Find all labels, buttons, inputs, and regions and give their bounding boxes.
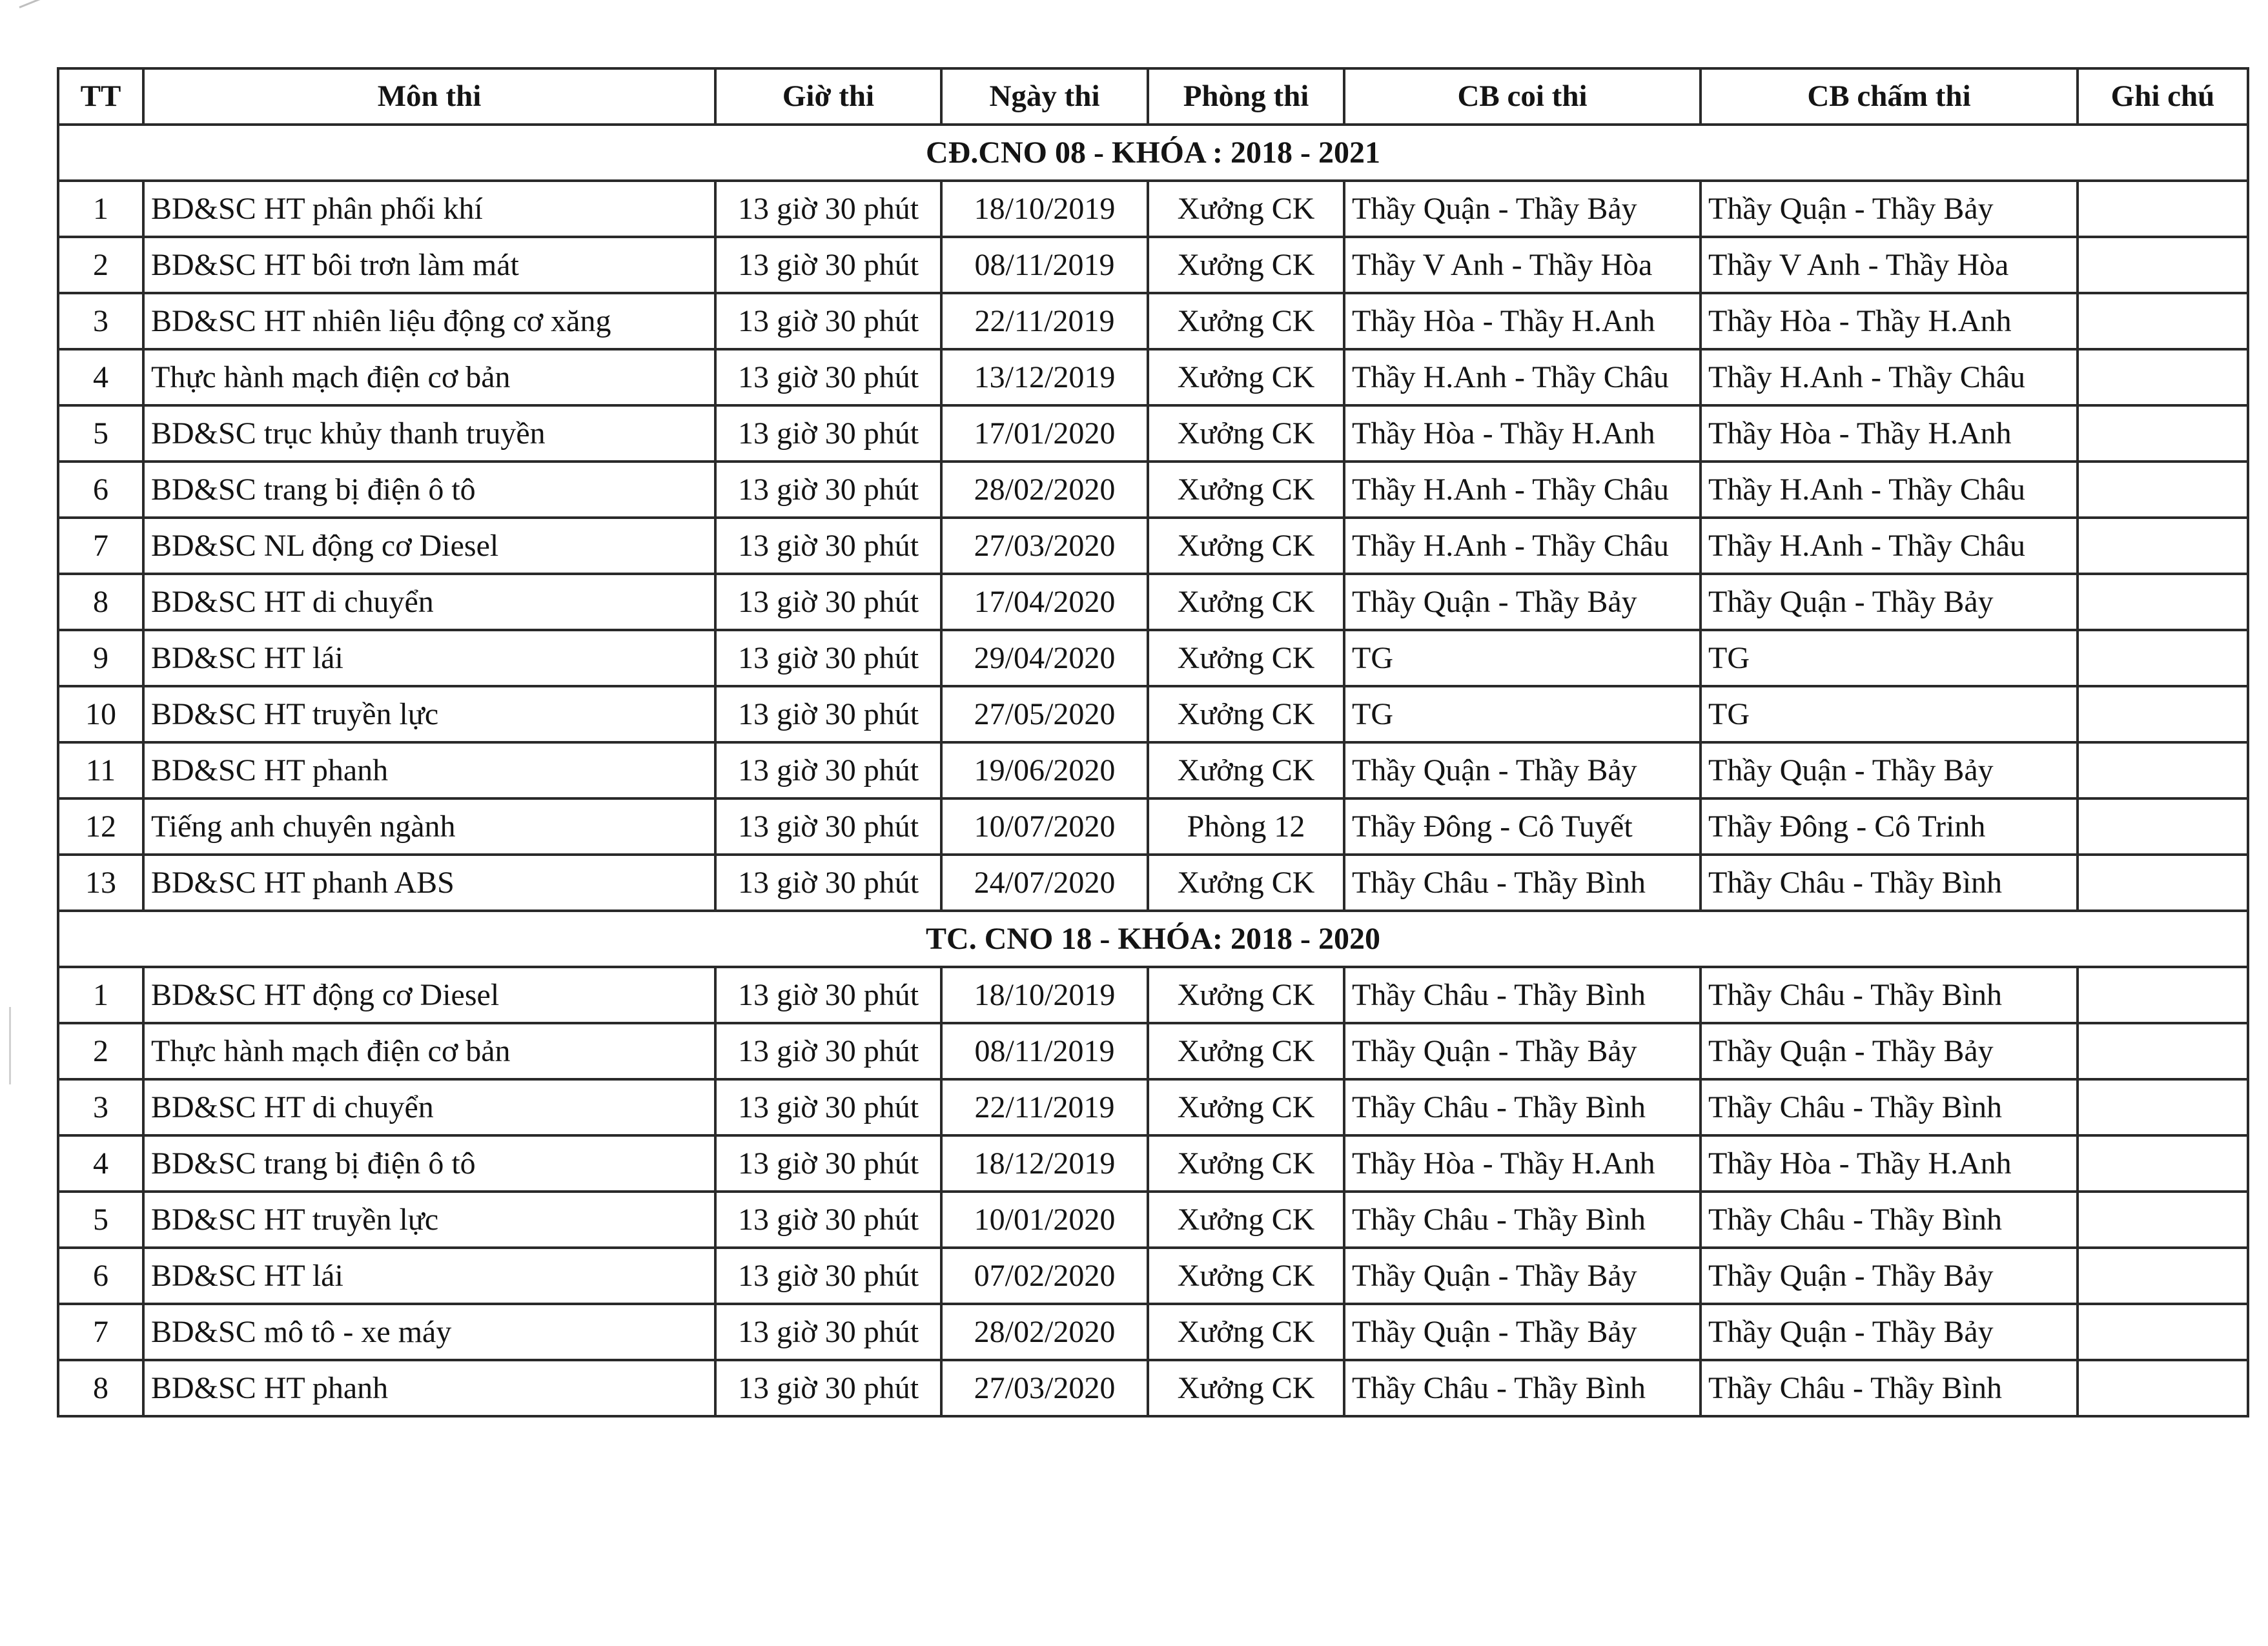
- cell-proctors: Thầy H.Anh - Thầy Châu: [1344, 462, 1701, 518]
- cell-notes: [2078, 1023, 2248, 1079]
- cell-graders: Thầy Quận - Thầy Bảy: [1701, 1248, 2078, 1304]
- cell-graders: Thầy Hòa - Thầy H.Anh: [1701, 405, 2078, 462]
- cell-proctors: Thầy Quận - Thầy Bảy: [1344, 742, 1701, 798]
- cell-room: Xưởng CK: [1148, 405, 1344, 462]
- cell-date: 13/12/2019: [941, 349, 1148, 405]
- cell-date: 08/11/2019: [941, 1023, 1148, 1079]
- table-row: [58, 574, 2248, 630]
- cell-graders: Thầy Hòa - Thầy H.Anh: [1701, 293, 2078, 349]
- cell-proctors: Thầy Hòa - Thầy H.Anh: [1344, 1135, 1701, 1192]
- cell-proctors: Thầy H.Anh - Thầy Châu: [1344, 349, 1701, 405]
- cell-notes: [2078, 630, 2248, 686]
- cell-notes: [2078, 1079, 2248, 1135]
- cell-subject: BD&SC HT bôi trơn làm mát: [143, 237, 715, 293]
- exam-schedule-sheet: [57, 67, 2247, 1417]
- cell-graders: Thầy Quận - Thầy Bảy: [1701, 1304, 2078, 1360]
- cell-graders: TG: [1701, 630, 2078, 686]
- cell-subject: Thực hành mạch điện cơ bản: [143, 349, 715, 405]
- header-date: Ngày thi: [941, 68, 1148, 125]
- table-row: [58, 630, 2248, 686]
- cell-tt: 6: [58, 1248, 143, 1304]
- cell-time: 13 giờ 30 phút: [715, 798, 941, 855]
- header-proctors: CB coi thi: [1344, 68, 1701, 125]
- cell-proctors: TG: [1344, 630, 1701, 686]
- cell-graders: Thầy H.Anh - Thầy Châu: [1701, 349, 2078, 405]
- cell-date: 27/03/2020: [941, 518, 1148, 574]
- cell-proctors: Thầy Hòa - Thầy H.Anh: [1344, 293, 1701, 349]
- cell-tt: 2: [58, 1023, 143, 1079]
- cell-notes: [2078, 1248, 2248, 1304]
- cell-room: Xưởng CK: [1148, 1135, 1344, 1192]
- cell-notes: [2078, 405, 2248, 462]
- cell-proctors: Thầy V Anh - Thầy Hòa: [1344, 237, 1701, 293]
- cell-time: 13 giờ 30 phút: [715, 1079, 941, 1135]
- cell-time: 13 giờ 30 phút: [715, 462, 941, 518]
- cell-room: Xưởng CK: [1148, 630, 1344, 686]
- cell-proctors: Thầy Quận - Thầy Bảy: [1344, 1248, 1701, 1304]
- cell-tt: 3: [58, 1079, 143, 1135]
- cell-subject: BD&SC HT phân phối khí: [143, 181, 715, 237]
- cell-room: Xưởng CK: [1148, 462, 1344, 518]
- table-row: [58, 1360, 2248, 1416]
- cell-room: Xưởng CK: [1148, 574, 1344, 630]
- cell-graders: Thầy Châu - Thầy Bình: [1701, 855, 2078, 911]
- cell-room: Xưởng CK: [1148, 1304, 1344, 1360]
- cell-date: 18/10/2019: [941, 181, 1148, 237]
- cell-date: 29/04/2020: [941, 630, 1148, 686]
- cell-time: 13 giờ 30 phút: [715, 742, 941, 798]
- cell-time: 13 giờ 30 phút: [715, 181, 941, 237]
- cell-graders: Thầy Châu - Thầy Bình: [1701, 1192, 2078, 1248]
- table-row: [58, 967, 2248, 1023]
- cell-tt: 1: [58, 967, 143, 1023]
- cell-proctors: Thầy Hòa - Thầy H.Anh: [1344, 405, 1701, 462]
- table-row: [58, 237, 2248, 293]
- cell-notes: [2078, 967, 2248, 1023]
- cell-time: 13 giờ 30 phút: [715, 1304, 941, 1360]
- header-tt: TT: [58, 68, 143, 125]
- cell-tt: 4: [58, 349, 143, 405]
- cell-tt: 1: [58, 181, 143, 237]
- table-header-row: [58, 68, 2248, 125]
- table-row: [58, 1304, 2248, 1360]
- cell-room: Phòng 12: [1148, 798, 1344, 855]
- cell-date: 22/11/2019: [941, 1079, 1148, 1135]
- cell-time: 13 giờ 30 phút: [715, 518, 941, 574]
- cell-tt: 5: [58, 1192, 143, 1248]
- cell-notes: [2078, 742, 2248, 798]
- table-row: [58, 1135, 2248, 1192]
- cell-time: 13 giờ 30 phút: [715, 1135, 941, 1192]
- cell-room: Xưởng CK: [1148, 237, 1344, 293]
- header-time: Giờ thi: [715, 68, 941, 125]
- cell-tt: 13: [58, 855, 143, 911]
- cell-subject: Tiếng anh chuyên ngành: [143, 798, 715, 855]
- cell-subject: BD&SC HT động cơ Diesel: [143, 967, 715, 1023]
- cell-subject: BD&SC trang bị điện ô tô: [143, 1135, 715, 1192]
- cell-graders: Thầy Quận - Thầy Bảy: [1701, 742, 2078, 798]
- cell-room: Xưởng CK: [1148, 1248, 1344, 1304]
- cell-tt: 9: [58, 630, 143, 686]
- cell-date: 07/02/2020: [941, 1248, 1148, 1304]
- table-row: [58, 405, 2248, 462]
- cell-time: 13 giờ 30 phút: [715, 349, 941, 405]
- table-row: [58, 742, 2248, 798]
- cell-notes: [2078, 349, 2248, 405]
- cell-graders: Thầy Châu - Thầy Bình: [1701, 967, 2078, 1023]
- cell-time: 13 giờ 30 phút: [715, 237, 941, 293]
- cell-date: 10/01/2020: [941, 1192, 1148, 1248]
- cell-proctors: Thầy Đông - Cô Tuyết: [1344, 798, 1701, 855]
- cell-time: 13 giờ 30 phút: [715, 630, 941, 686]
- cell-time: 13 giờ 30 phút: [715, 1023, 941, 1079]
- cell-tt: 2: [58, 237, 143, 293]
- cell-tt: 8: [58, 1360, 143, 1416]
- header-notes: Ghi chú: [2078, 68, 2248, 125]
- table-row: [58, 293, 2248, 349]
- cell-time: 13 giờ 30 phút: [715, 293, 941, 349]
- cell-subject: Thực hành mạch điện cơ bản: [143, 1023, 715, 1079]
- cell-tt: 5: [58, 405, 143, 462]
- cell-graders: Thầy Đông - Cô Trinh: [1701, 798, 2078, 855]
- cell-graders: Thầy Hòa - Thầy H.Anh: [1701, 1135, 2078, 1192]
- cell-proctors: Thầy Châu - Thầy Bình: [1344, 1079, 1701, 1135]
- cell-proctors: Thầy H.Anh - Thầy Châu: [1344, 518, 1701, 574]
- table-row: [58, 798, 2248, 855]
- cell-date: 27/03/2020: [941, 1360, 1148, 1416]
- cell-time: 13 giờ 30 phút: [715, 1248, 941, 1304]
- cell-tt: 6: [58, 462, 143, 518]
- cell-time: 13 giờ 30 phút: [715, 855, 941, 911]
- scan-edge-mark: [19, 0, 151, 8]
- cell-subject: BD&SC NL động cơ Diesel: [143, 518, 715, 574]
- cell-notes: [2078, 686, 2248, 742]
- cell-date: 18/10/2019: [941, 967, 1148, 1023]
- cell-time: 13 giờ 30 phút: [715, 1360, 941, 1416]
- cell-date: 17/04/2020: [941, 574, 1148, 630]
- cell-notes: [2078, 518, 2248, 574]
- cell-date: 28/02/2020: [941, 1304, 1148, 1360]
- cell-tt: 3: [58, 293, 143, 349]
- cell-room: Xưởng CK: [1148, 293, 1344, 349]
- cell-tt: 12: [58, 798, 143, 855]
- cell-date: 19/06/2020: [941, 742, 1148, 798]
- section-title: TC. CNO 18 - KHÓA: 2018 - 2020: [58, 911, 2248, 967]
- section-title: CĐ.CNO 08 - KHÓA : 2018 - 2021: [58, 125, 2248, 181]
- cell-date: 08/11/2019: [941, 237, 1148, 293]
- table-row: [58, 1023, 2248, 1079]
- cell-time: 13 giờ 30 phút: [715, 405, 941, 462]
- cell-subject: BD&SC HT lái: [143, 1248, 715, 1304]
- cell-graders: Thầy Quận - Thầy Bảy: [1701, 574, 2078, 630]
- cell-notes: [2078, 574, 2248, 630]
- cell-room: Xưởng CK: [1148, 181, 1344, 237]
- cell-room: Xưởng CK: [1148, 1360, 1344, 1416]
- cell-tt: 4: [58, 1135, 143, 1192]
- cell-proctors: TG: [1344, 686, 1701, 742]
- table-row: [58, 462, 2248, 518]
- cell-graders: TG: [1701, 686, 2078, 742]
- scan-edge-mark: [9, 1007, 11, 1084]
- cell-notes: [2078, 237, 2248, 293]
- header-graders: CB chấm thi: [1701, 68, 2078, 125]
- cell-room: Xưởng CK: [1148, 742, 1344, 798]
- cell-tt: 11: [58, 742, 143, 798]
- table-row: [58, 181, 2248, 237]
- cell-notes: [2078, 1135, 2248, 1192]
- cell-date: 18/12/2019: [941, 1135, 1148, 1192]
- cell-date: 28/02/2020: [941, 462, 1148, 518]
- table-row: [58, 349, 2248, 405]
- cell-graders: Thầy Châu - Thầy Bình: [1701, 1079, 2078, 1135]
- cell-tt: 8: [58, 574, 143, 630]
- cell-subject: BD&SC HT di chuyển: [143, 574, 715, 630]
- cell-time: 13 giờ 30 phút: [715, 574, 941, 630]
- cell-proctors: Thầy Quận - Thầy Bảy: [1344, 574, 1701, 630]
- table-row: [58, 855, 2248, 911]
- cell-subject: BD&SC HT phanh: [143, 1360, 715, 1416]
- cell-room: Xưởng CK: [1148, 1192, 1344, 1248]
- cell-notes: [2078, 798, 2248, 855]
- cell-subject: BD&SC HT nhiên liệu động cơ xăng: [143, 293, 715, 349]
- section-header-row: [58, 125, 2248, 181]
- cell-date: 17/01/2020: [941, 405, 1148, 462]
- cell-proctors: Thầy Quận - Thầy Bảy: [1344, 1304, 1701, 1360]
- cell-graders: Thầy Quận - Thầy Bảy: [1701, 181, 2078, 237]
- cell-graders: Thầy V Anh - Thầy Hòa: [1701, 237, 2078, 293]
- cell-date: 22/11/2019: [941, 293, 1148, 349]
- cell-notes: [2078, 293, 2248, 349]
- cell-room: Xưởng CK: [1148, 686, 1344, 742]
- cell-proctors: Thầy Châu - Thầy Bình: [1344, 1360, 1701, 1416]
- table-row: [58, 1079, 2248, 1135]
- cell-notes: [2078, 1360, 2248, 1416]
- cell-subject: BD&SC HT lái: [143, 630, 715, 686]
- cell-subject: BD&SC trang bị điện ô tô: [143, 462, 715, 518]
- section-header-row: [58, 911, 2248, 967]
- cell-subject: BD&SC HT di chuyển: [143, 1079, 715, 1135]
- table-body: [58, 125, 2248, 1416]
- cell-time: 13 giờ 30 phút: [715, 967, 941, 1023]
- cell-date: 10/07/2020: [941, 798, 1148, 855]
- cell-graders: Thầy Quận - Thầy Bảy: [1701, 1023, 2078, 1079]
- header-subject: Môn thi: [143, 68, 715, 125]
- cell-graders: Thầy Châu - Thầy Bình: [1701, 1360, 2078, 1416]
- cell-room: Xưởng CK: [1148, 1079, 1344, 1135]
- cell-graders: Thầy H.Anh - Thầy Châu: [1701, 518, 2078, 574]
- cell-notes: [2078, 462, 2248, 518]
- cell-room: Xưởng CK: [1148, 855, 1344, 911]
- cell-tt: 7: [58, 1304, 143, 1360]
- cell-proctors: Thầy Quận - Thầy Bảy: [1344, 181, 1701, 237]
- table-row: [58, 1248, 2248, 1304]
- cell-proctors: Thầy Châu - Thầy Bình: [1344, 855, 1701, 911]
- cell-notes: [2078, 1304, 2248, 1360]
- cell-tt: 10: [58, 686, 143, 742]
- cell-date: 27/05/2020: [941, 686, 1148, 742]
- cell-room: Xưởng CK: [1148, 518, 1344, 574]
- cell-subject: BD&SC trục khủy thanh truyền: [143, 405, 715, 462]
- cell-room: Xưởng CK: [1148, 1023, 1344, 1079]
- table-row: [58, 686, 2248, 742]
- cell-room: Xưởng CK: [1148, 349, 1344, 405]
- cell-graders: Thầy H.Anh - Thầy Châu: [1701, 462, 2078, 518]
- cell-proctors: Thầy Quận - Thầy Bảy: [1344, 1023, 1701, 1079]
- cell-proctors: Thầy Châu - Thầy Bình: [1344, 967, 1701, 1023]
- cell-tt: 7: [58, 518, 143, 574]
- header-room: Phòng thi: [1148, 68, 1344, 125]
- exam-schedule-table: [57, 67, 2249, 1417]
- cell-subject: BD&SC HT phanh ABS: [143, 855, 715, 911]
- table-row: [58, 518, 2248, 574]
- cell-notes: [2078, 1192, 2248, 1248]
- cell-subject: BD&SC HT phanh: [143, 742, 715, 798]
- cell-room: Xưởng CK: [1148, 967, 1344, 1023]
- cell-date: 24/07/2020: [941, 855, 1148, 911]
- table-row: [58, 1192, 2248, 1248]
- cell-notes: [2078, 181, 2248, 237]
- cell-subject: BD&SC mô tô - xe máy: [143, 1304, 715, 1360]
- cell-time: 13 giờ 30 phút: [715, 1192, 941, 1248]
- cell-time: 13 giờ 30 phút: [715, 686, 941, 742]
- cell-notes: [2078, 855, 2248, 911]
- cell-subject: BD&SC HT truyền lực: [143, 686, 715, 742]
- cell-proctors: Thầy Châu - Thầy Bình: [1344, 1192, 1701, 1248]
- cell-subject: BD&SC HT truyền lực: [143, 1192, 715, 1248]
